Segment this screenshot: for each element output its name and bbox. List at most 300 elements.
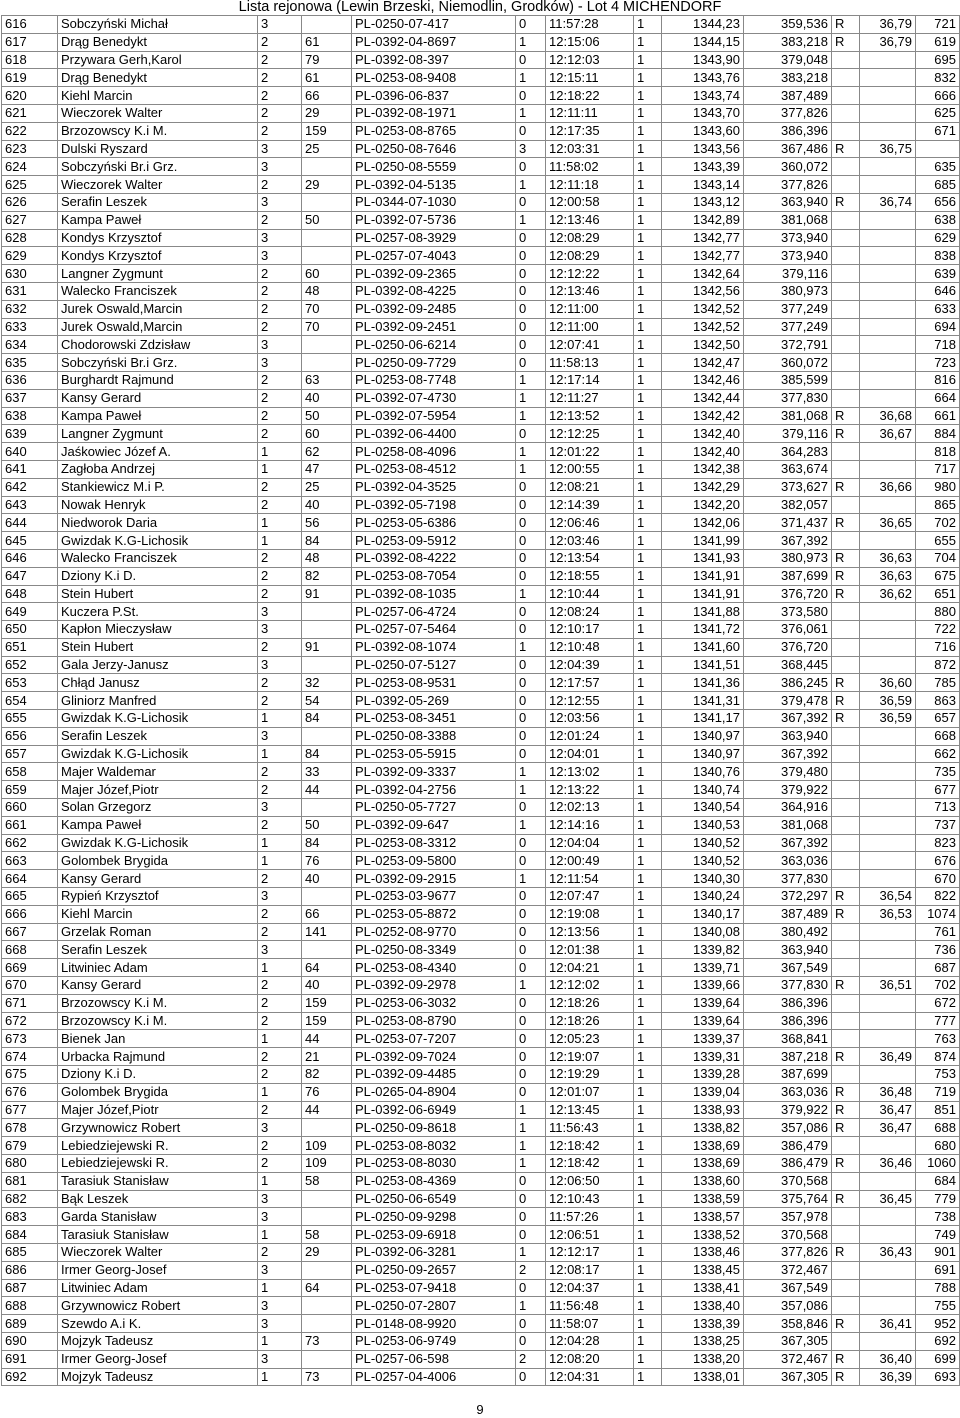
r-flag-cell [832,638,860,656]
count-cell: 1 [634,211,662,229]
coefficient-cell: 36,54 [860,888,916,906]
ring-number-cell: PL-0392-05-7198 [352,496,516,514]
info-cell: 0 [516,799,546,817]
table-row [2,1226,960,1244]
section-cell: 1 [258,852,302,870]
fancier-name-cell: Kuczera P.St. [58,603,258,621]
table-row [2,407,960,425]
section-cell: 2 [258,87,302,105]
ring-number-cell: PL-0392-07-5736 [352,211,516,229]
coefficient-cell [860,104,916,122]
r-flag-cell [832,336,860,354]
arrival-time-cell: 12:08:29 [546,229,634,247]
code-cell: 823 [916,834,960,852]
ring-number-cell: PL-0250-07-5127 [352,656,516,674]
code-cell: 763 [916,1030,960,1048]
coefficient-cell: 36,74 [860,193,916,211]
ring-number-cell: PL-0253-05-8872 [352,905,516,923]
section-cell: 2 [258,389,302,407]
club-cell: 48 [302,549,352,567]
arrival-time-cell: 12:06:51 [546,1226,634,1244]
info-cell: 1 [516,1155,546,1173]
arrival-time-cell: 12:15:06 [546,33,634,51]
section-cell: 1 [258,1172,302,1190]
info-cell: 3 [516,140,546,158]
section-cell: 2 [258,33,302,51]
speed-cell: 1338,69 [662,1137,744,1155]
table-row [2,941,960,959]
position-cell: 659 [2,781,58,799]
coefficient-cell: 36,75 [860,140,916,158]
r-flag-cell [832,745,860,763]
coefficient-cell [860,158,916,176]
info-cell: 0 [516,710,546,728]
table-row [2,1012,960,1030]
code-cell: 657 [916,710,960,728]
fancier-name-cell: Stein Hubert [58,585,258,603]
fancier-name-cell: Chodorowski Zdzisław [58,336,258,354]
coefficient-cell [860,852,916,870]
coefficient-cell [860,763,916,781]
code-cell: 638 [916,211,960,229]
count-cell: 1 [634,1155,662,1173]
fancier-name-cell: Irmer Georg-Josef [58,1261,258,1279]
coefficient-cell [860,229,916,247]
club-cell: 58 [302,1226,352,1244]
position-cell: 636 [2,371,58,389]
code-cell: 788 [916,1279,960,1297]
ring-number-cell: PL-0253-07-7207 [352,1030,516,1048]
club-cell: 40 [302,870,352,888]
coefficient-cell [860,122,916,140]
section-cell: 1 [258,745,302,763]
club-cell [302,158,352,176]
r-flag-cell: R [832,1190,860,1208]
count-cell: 1 [634,33,662,51]
count-cell: 1 [634,888,662,906]
count-cell: 1 [634,834,662,852]
club-cell [302,193,352,211]
speed-cell: 1338,40 [662,1297,744,1315]
speed-cell: 1340,52 [662,852,744,870]
ring-number-cell: PL-0253-08-4512 [352,460,516,478]
info-cell: 0 [516,496,546,514]
code-cell: 749 [916,1226,960,1244]
arrival-time-cell: 12:19:29 [546,1066,634,1084]
distance-cell: 379,116 [744,425,832,443]
table-row [2,122,960,140]
distance-cell: 380,973 [744,282,832,300]
info-cell: 1 [516,460,546,478]
code-cell: 668 [916,727,960,745]
r-flag-cell: R [832,1243,860,1261]
count-cell: 1 [634,16,662,34]
fancier-name-cell: Kondys Krzysztof [58,229,258,247]
club-cell: 66 [302,905,352,923]
fancier-name-cell: Dulski Ryszard [58,140,258,158]
count-cell: 1 [634,852,662,870]
code-cell: 822 [916,888,960,906]
position-cell: 670 [2,977,58,995]
count-cell: 1 [634,229,662,247]
table-row [2,33,960,51]
position-cell: 626 [2,193,58,211]
distance-cell: 377,826 [744,104,832,122]
section-cell: 2 [258,104,302,122]
ring-number-cell: PL-0392-04-3525 [352,478,516,496]
coefficient-cell: 36,62 [860,585,916,603]
speed-cell: 1342,20 [662,496,744,514]
club-cell: 61 [302,69,352,87]
coefficient-cell [860,870,916,888]
position-cell: 648 [2,585,58,603]
fancier-name-cell: Sobczyński Michał [58,16,258,34]
section-cell: 1 [258,532,302,550]
speed-cell: 1342,40 [662,443,744,461]
r-flag-cell: R [832,1155,860,1173]
table-row [2,585,960,603]
arrival-time-cell: 11:58:07 [546,1315,634,1333]
distance-cell: 363,940 [744,193,832,211]
table-row [2,870,960,888]
distance-cell: 373,940 [744,229,832,247]
count-cell: 1 [634,282,662,300]
fancier-name-cell: Gwizdak K.G-Lichosik [58,745,258,763]
club-cell: 76 [302,1083,352,1101]
count-cell: 1 [634,122,662,140]
speed-cell: 1338,41 [662,1279,744,1297]
ring-number-cell: PL-0253-09-5800 [352,852,516,870]
club-cell: 109 [302,1155,352,1173]
distance-cell: 386,479 [744,1155,832,1173]
coefficient-cell [860,460,916,478]
table-row [2,1119,960,1137]
table-row [2,674,960,692]
club-cell [302,1315,352,1333]
info-cell: 1 [516,69,546,87]
code-cell: 639 [916,265,960,283]
ring-number-cell: PL-0250-09-8618 [352,1119,516,1137]
code-cell: 761 [916,923,960,941]
position-cell: 681 [2,1172,58,1190]
count-cell: 1 [634,816,662,834]
position-cell: 653 [2,674,58,692]
table-row [2,16,960,34]
coefficient-cell: 36,59 [860,692,916,710]
count-cell: 1 [634,1012,662,1030]
club-cell: 50 [302,211,352,229]
section-cell: 3 [258,193,302,211]
arrival-time-cell: 12:18:42 [546,1137,634,1155]
fancier-name-cell: Drąg Benedykt [58,69,258,87]
distance-cell: 372,467 [744,1350,832,1368]
fancier-name-cell: Bienek Jan [58,1030,258,1048]
club-cell [302,336,352,354]
section-cell: 2 [258,265,302,283]
distance-cell: 367,392 [744,532,832,550]
section-cell: 1 [258,1279,302,1297]
distance-cell: 377,830 [744,977,832,995]
count-cell: 1 [634,389,662,407]
coefficient-cell [860,1012,916,1030]
club-cell: 84 [302,532,352,550]
fancier-name-cell: Kondys Krzysztof [58,247,258,265]
code-cell: 666 [916,87,960,105]
ring-number-cell: PL-0392-06-3281 [352,1243,516,1261]
count-cell: 1 [634,959,662,977]
fancier-name-cell: Burghardt Rajmund [58,371,258,389]
position-cell: 644 [2,514,58,532]
section-cell: 2 [258,1243,302,1261]
club-cell: 47 [302,460,352,478]
r-flag-cell [832,1012,860,1030]
r-flag-cell: R [832,567,860,585]
code-cell: 675 [916,567,960,585]
section-cell: 2 [258,318,302,336]
position-cell: 638 [2,407,58,425]
speed-cell: 1340,54 [662,799,744,817]
code-cell: 1060 [916,1155,960,1173]
section-cell: 2 [258,816,302,834]
r-flag-cell: R [832,549,860,567]
fancier-name-cell: Wieczorek Walter [58,104,258,122]
ring-number-cell: PL-0253-07-9418 [352,1279,516,1297]
position-cell: 627 [2,211,58,229]
arrival-time-cell: 12:11:18 [546,176,634,194]
count-cell: 1 [634,514,662,532]
count-cell: 1 [634,567,662,585]
code-cell: 646 [916,282,960,300]
distance-cell: 377,826 [744,176,832,194]
club-cell: 25 [302,140,352,158]
club-cell [302,888,352,906]
position-cell: 674 [2,1048,58,1066]
info-cell: 0 [516,994,546,1012]
coefficient-cell [860,799,916,817]
speed-cell: 1340,08 [662,923,744,941]
count-cell: 1 [634,1297,662,1315]
coefficient-cell: 36,79 [860,16,916,34]
position-cell: 645 [2,532,58,550]
ring-number-cell: PL-0257-07-5464 [352,621,516,639]
ring-number-cell: PL-0392-08-1971 [352,104,516,122]
coefficient-cell [860,336,916,354]
distance-cell: 357,978 [744,1208,832,1226]
club-cell [302,1208,352,1226]
count-cell: 1 [634,870,662,888]
fancier-name-cell: Kansy Gerard [58,389,258,407]
table-row [2,923,960,941]
speed-cell: 1342,56 [662,282,744,300]
coefficient-cell [860,1066,916,1084]
distance-cell: 360,072 [744,354,832,372]
code-cell: 664 [916,389,960,407]
club-cell: 44 [302,1101,352,1119]
table-row [2,763,960,781]
r-flag-cell [832,158,860,176]
coefficient-cell [860,816,916,834]
count-cell: 1 [634,1243,662,1261]
coefficient-cell: 36,47 [860,1119,916,1137]
speed-cell: 1338,60 [662,1172,744,1190]
speed-cell: 1342,42 [662,407,744,425]
code-cell: 863 [916,692,960,710]
arrival-time-cell: 12:15:11 [546,69,634,87]
speed-cell: 1342,52 [662,318,744,336]
count-cell: 1 [634,407,662,425]
distance-cell: 377,830 [744,870,832,888]
club-cell: 61 [302,33,352,51]
position-cell: 634 [2,336,58,354]
info-cell: 0 [516,354,546,372]
coefficient-cell: 36,65 [860,514,916,532]
table-row [2,1190,960,1208]
info-cell: 0 [516,318,546,336]
count-cell: 1 [634,1048,662,1066]
distance-cell: 364,916 [744,799,832,817]
count-cell: 1 [634,158,662,176]
arrival-time-cell: 12:04:37 [546,1279,634,1297]
ring-number-cell: PL-0250-08-5559 [352,158,516,176]
info-cell: 1 [516,407,546,425]
table-row [2,193,960,211]
arrival-time-cell: 12:13:02 [546,763,634,781]
fancier-name-cell: Gwizdak K.G-Lichosik [58,834,258,852]
position-cell: 689 [2,1315,58,1333]
section-cell: 2 [258,282,302,300]
count-cell: 1 [634,745,662,763]
count-cell: 1 [634,176,662,194]
coefficient-cell [860,1332,916,1350]
count-cell: 1 [634,781,662,799]
speed-cell: 1342,29 [662,478,744,496]
code-cell: 721 [916,16,960,34]
code-cell: 716 [916,638,960,656]
table-row [2,532,960,550]
speed-cell: 1340,24 [662,888,744,906]
count-cell: 1 [634,247,662,265]
r-flag-cell [832,1137,860,1155]
coefficient-cell: 36,49 [860,1048,916,1066]
info-cell: 0 [516,282,546,300]
position-cell: 688 [2,1297,58,1315]
distance-cell: 367,305 [744,1368,832,1386]
position-cell: 641 [2,460,58,478]
info-cell: 1 [516,1101,546,1119]
count-cell: 1 [634,1101,662,1119]
fancier-name-cell: Walecko Franciszek [58,282,258,300]
ring-number-cell: PL-0392-08-397 [352,51,516,69]
fancier-name-cell: Brzozowscy K.i M. [58,994,258,1012]
count-cell: 1 [634,977,662,995]
info-cell: 0 [516,567,546,585]
count-cell: 1 [634,1172,662,1190]
speed-cell: 1342,77 [662,247,744,265]
arrival-time-cell: 12:18:22 [546,87,634,105]
count-cell: 1 [634,1083,662,1101]
fancier-name-cell: Serafin Leszek [58,941,258,959]
section-cell: 3 [258,1190,302,1208]
table-row [2,51,960,69]
position-cell: 668 [2,941,58,959]
club-cell: 84 [302,834,352,852]
section-cell: 2 [258,371,302,389]
position-cell: 665 [2,888,58,906]
distance-cell: 371,437 [744,514,832,532]
speed-cell: 1339,64 [662,994,744,1012]
arrival-time-cell: 11:56:43 [546,1119,634,1137]
distance-cell: 367,392 [744,834,832,852]
distance-cell: 377,826 [744,1243,832,1261]
distance-cell: 380,973 [744,549,832,567]
table-row [2,834,960,852]
distance-cell: 383,218 [744,33,832,51]
position-cell: 656 [2,727,58,745]
ring-number-cell: PL-0253-08-7054 [352,567,516,585]
info-cell: 0 [516,852,546,870]
table-row [2,1297,960,1315]
arrival-time-cell: 12:13:46 [546,282,634,300]
r-flag-cell [832,923,860,941]
r-flag-cell [832,816,860,834]
arrival-time-cell: 12:13:54 [546,549,634,567]
speed-cell: 1343,56 [662,140,744,158]
distance-cell: 375,764 [744,1190,832,1208]
r-flag-cell: R [832,1101,860,1119]
info-cell: 0 [516,1332,546,1350]
r-flag-cell [832,1297,860,1315]
fancier-name-cell: Szewdo A.i K. [58,1315,258,1333]
section-cell: 3 [258,1315,302,1333]
ring-number-cell: PL-0257-07-4043 [352,247,516,265]
code-cell: 676 [916,852,960,870]
coefficient-cell [860,532,916,550]
fancier-name-cell: Stankiewicz M.i P. [58,478,258,496]
distance-cell: 381,068 [744,816,832,834]
ring-number-cell: PL-0392-06-4400 [352,425,516,443]
r-flag-cell: R [832,1350,860,1368]
arrival-time-cell: 12:19:07 [546,1048,634,1066]
info-cell: 0 [516,923,546,941]
speed-cell: 1341,36 [662,674,744,692]
table-row [2,1279,960,1297]
table-row [2,905,960,923]
table-row [2,1261,960,1279]
speed-cell: 1339,71 [662,959,744,977]
code-cell: 753 [916,1066,960,1084]
coefficient-cell [860,282,916,300]
count-cell: 1 [634,1368,662,1386]
fancier-name-cell: Jurek Oswald,Marcin [58,318,258,336]
position-cell: 632 [2,300,58,318]
table-row [2,1315,960,1333]
coefficient-cell [860,1226,916,1244]
info-cell: 0 [516,265,546,283]
results-table [1,15,960,1386]
section-cell: 3 [258,621,302,639]
code-cell: 672 [916,994,960,1012]
code-cell: 872 [916,656,960,674]
arrival-time-cell: 11:56:48 [546,1297,634,1315]
ring-number-cell: PL-0265-04-8904 [352,1083,516,1101]
club-cell [302,229,352,247]
info-cell: 1 [516,638,546,656]
r-flag-cell [832,1261,860,1279]
section-cell: 3 [258,941,302,959]
code-cell: 695 [916,51,960,69]
r-flag-cell [832,371,860,389]
ring-number-cell: PL-0392-07-5954 [352,407,516,425]
